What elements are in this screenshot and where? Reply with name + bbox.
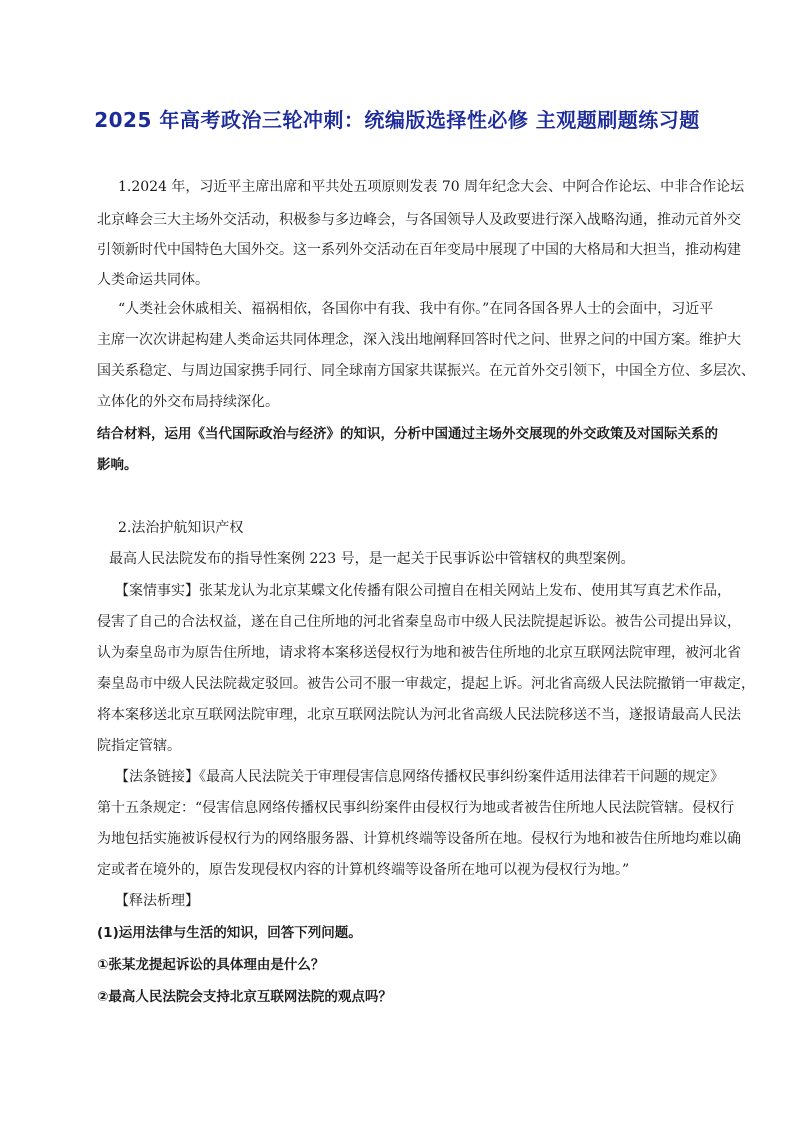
q2-line-1: 最高人民法院发布的指导性案例 223 号，是一起关于民事诉讼中管辖权的典型案例。 [109, 551, 635, 567]
q1-line-1: 1.2024 年，习近平主席出席和平共处五项原则发表 70 周年纪念大会、中阿合作论坛、中非合作论坛 [118, 179, 745, 195]
q1-question-line-1: 结合材料，运用《当代国际政治与经济》的知识，分析中国通过主场外交展现的外交政策及对国际关系的 [97, 426, 718, 442]
q2-law-link-line-2: 第十五条规定：“侵害信息网络传播权民事纠纷案件由侵权行为地或者被告住所地人民法院管辖。侵权行 [97, 800, 735, 816]
q2-case-facts-line-2: 侵害了自己的合法权益，遂在自己住所地的河北省秦皇岛市中级人民法院提起诉讼。被告公司提出异议， [97, 614, 741, 630]
q1-line-2: 北京峰会三大主场外交活动，积极参与多边峰会，与各国领导人及政要进行深入战略沟通，推动元首外交 [97, 212, 741, 228]
q2-case-facts-line-4: 秦皇岛市中级人民法院裁定驳回。被告公司不服一审裁定，提起上诉。河北省高级人民法院撤销一审裁定， [97, 676, 755, 692]
q1-line-6: 主席一次次讲起构建人类命运共同体理念，深入浅出地阐释回答时代之问、世界之问的中国方案。维护大 [97, 332, 741, 348]
q2-case-facts-line-1: 【案情事实】张某龙认为北京某蝶文化传播有限公司擅自在相关网站上发布、使用其写真艺术作品， [115, 583, 731, 599]
q2-interpretation-heading: 【释法析理】 [115, 893, 199, 909]
q2-question-line-3: ②最高人民法院会支持北京互联网法院的观点吗？ [97, 989, 392, 1005]
page-title: 2025 年高考政治三轮冲刺：统编版选择性必修 主观题刷题练习题 [94, 108, 700, 132]
q2-law-link-line-4: 定或者在境外的，原告发现侵权内容的计算机终端等设备所在地可以视为侵权行为地。” [97, 862, 630, 878]
q1-question-line-2: 影响。 [97, 457, 138, 473]
q2-case-facts-line-3: 认为秦皇岛市为原告住所地，请求将本案移送侵权行为地和被告住所地的北京互联网法院审理，被河北省 [97, 645, 741, 661]
q2-law-link-line-1: 【法条链接】《最高人民法院关于审理侵害信息网络传播权民事纠纷案件适用法律若干问题的规定》 [115, 769, 724, 785]
q1-line-7: 国关系稳定、与周边国家携手同行、同全球南方国家共谋振兴。在元首外交引领下，中国全方位、多层次、 [97, 363, 755, 379]
q1-line-4: 人类命运共同体。 [97, 272, 209, 288]
q2-heading: 2.法治护航知识产权 [118, 520, 244, 536]
q2-case-facts-line-6: 院指定管辖。 [97, 738, 181, 754]
q2-case-facts-line-5: 将本案移送北京互联网法院审理，北京互联网法院认为河北省高级人民法院移送不当，遂报请最高人民法 [97, 707, 741, 723]
q2-question-line-2: ①张某龙提起诉讼的具体理由是什么？ [97, 957, 325, 973]
q1-line-3: 引领新时代中国特色大国外交。这一系列外交活动在百年变局中展现了中国的大格局和大担当，推动构建 [97, 242, 741, 258]
q1-line-5: “人类社会休戚相关、福祸相依，各国你中有我、我中有你。”在同各国各界人士的会面中，习近平 [118, 301, 714, 317]
q2-law-link-line-3: 为地包括实施被诉侵权行为的网络服务器、计算机终端等设备所在地。侵权行为地和被告住所地均难以确 [97, 831, 741, 847]
q2-question-line-1: (1)运用法律与生活的知识，回答下列问题。 [97, 925, 362, 941]
q1-line-8: 立体化的外交布局持续深化。 [97, 394, 279, 410]
